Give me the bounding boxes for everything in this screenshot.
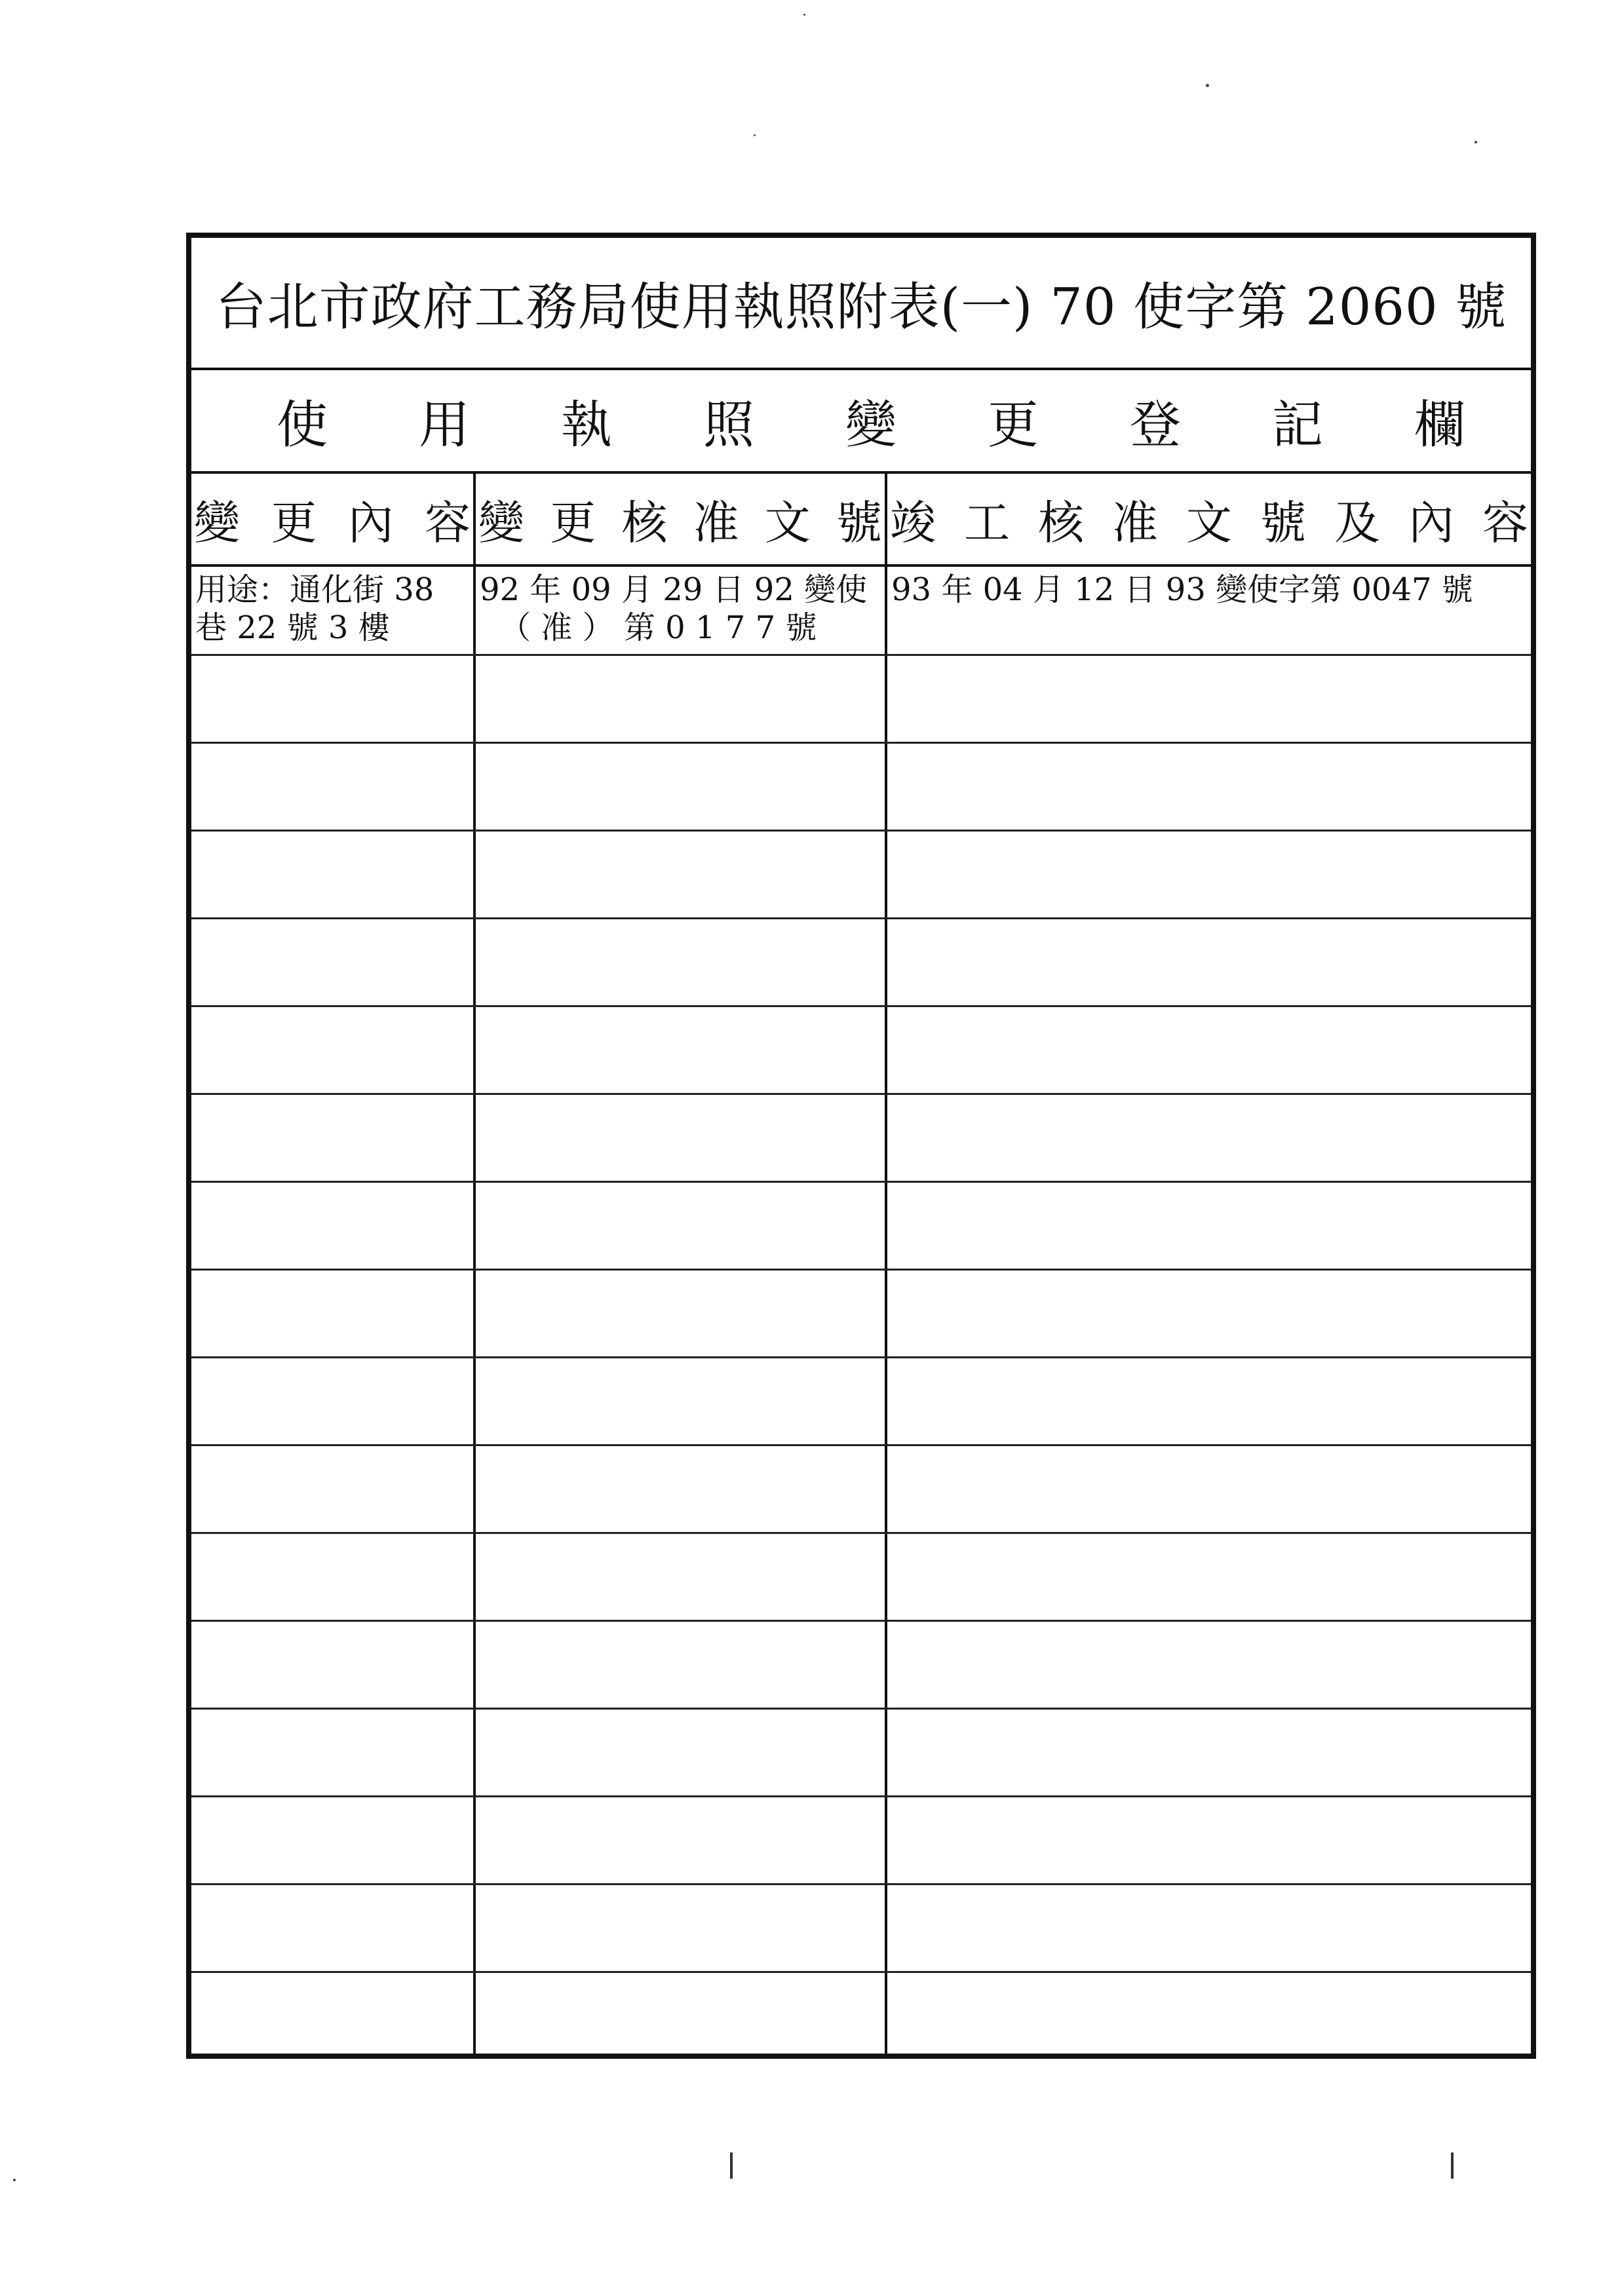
heading-char: 用 bbox=[418, 396, 470, 455]
scan-mark bbox=[1451, 2152, 1454, 2179]
cell-completion bbox=[887, 567, 1531, 613]
scan-speck bbox=[754, 134, 756, 136]
row-divider bbox=[191, 1620, 1531, 1622]
title-row bbox=[191, 238, 1531, 370]
heading-char: 登 bbox=[1129, 396, 1181, 455]
cell-char: 7 bbox=[755, 609, 776, 646]
heading-char: 執 bbox=[560, 396, 612, 455]
cell-text: 92 年 09 月 29 日 92 變使 bbox=[480, 571, 868, 608]
column-header-char: 工 bbox=[964, 495, 1010, 550]
column-header-char: 內 bbox=[347, 495, 394, 550]
row-divider bbox=[191, 654, 1531, 656]
cell-change-content bbox=[191, 567, 473, 651]
cell-text: 巷 22 號 3 樓 bbox=[195, 609, 390, 646]
column-header-char: 文 bbox=[1186, 495, 1232, 550]
column-header-char: 內 bbox=[1408, 495, 1454, 550]
row-divider bbox=[191, 1883, 1531, 1885]
column-divider bbox=[885, 474, 887, 2054]
cell-char: （ bbox=[499, 609, 531, 646]
heading-char: 變 bbox=[845, 396, 897, 455]
section-heading-row bbox=[191, 370, 1531, 474]
row-divider bbox=[191, 1971, 1531, 1973]
cell-char: 號 bbox=[785, 609, 817, 646]
row-divider bbox=[191, 1532, 1531, 1534]
cell-char: 准 bbox=[541, 609, 573, 646]
cell-text: 93 年 04 月 12 日 93 變使字第 0047 號 bbox=[891, 571, 1473, 608]
row-divider bbox=[191, 1444, 1531, 1446]
row-divider bbox=[191, 1269, 1531, 1271]
column-header-char: 文 bbox=[764, 495, 811, 550]
row-divider bbox=[191, 1093, 1531, 1095]
document-title: 台北市政府工務局使用執照附表(一) 70 使字第 2060 號 bbox=[215, 278, 1507, 337]
column-header-char: 變 bbox=[194, 495, 240, 550]
cell-char: 7 bbox=[725, 609, 746, 646]
column-header-char: 更 bbox=[550, 495, 596, 550]
row-divider bbox=[191, 742, 1531, 744]
heading-char: 照 bbox=[703, 396, 754, 455]
column-header-char: 准 bbox=[1112, 495, 1158, 550]
cell-char: 1 bbox=[695, 609, 716, 646]
column-header-char: 核 bbox=[1038, 495, 1084, 550]
cell-text-spread bbox=[480, 609, 881, 647]
scan-mark bbox=[730, 2152, 733, 2179]
column-header-char: 核 bbox=[621, 495, 668, 550]
column-header-char: 號 bbox=[1260, 495, 1306, 550]
column-header-char: 容 bbox=[424, 495, 471, 550]
heading-char: 記 bbox=[1271, 396, 1323, 455]
column-header-char: 及 bbox=[1334, 495, 1380, 550]
scan-speck bbox=[1475, 141, 1477, 144]
row-divider bbox=[191, 1795, 1531, 1797]
column-header-change-approval bbox=[476, 474, 885, 567]
cell-change-approval bbox=[476, 567, 885, 651]
scan-speck bbox=[13, 2179, 16, 2181]
heading-char: 使 bbox=[277, 396, 328, 455]
scan-speck bbox=[803, 14, 805, 16]
row-divider bbox=[191, 917, 1531, 919]
scan-speck bbox=[1206, 84, 1209, 87]
row-divider bbox=[191, 1005, 1531, 1007]
column-header-char: 號 bbox=[836, 495, 882, 550]
column-header-char: 竣 bbox=[890, 495, 936, 550]
cell-text: 用途：通化街 38 bbox=[195, 571, 434, 608]
column-header-change-content bbox=[191, 474, 473, 567]
column-header-char: 更 bbox=[271, 495, 317, 550]
cell-char: 第 bbox=[623, 609, 655, 646]
heading-char: 更 bbox=[987, 396, 1039, 455]
row-divider bbox=[191, 1708, 1531, 1710]
column-divider bbox=[473, 474, 476, 2054]
heading-char: 欄 bbox=[1414, 396, 1465, 455]
row-divider bbox=[191, 1181, 1531, 1183]
cell-char: ） bbox=[582, 609, 614, 646]
column-header-completion bbox=[887, 474, 1531, 567]
section-heading bbox=[277, 384, 1465, 457]
document-frame bbox=[186, 233, 1536, 2059]
row-divider bbox=[191, 1356, 1531, 1358]
column-header-char: 容 bbox=[1482, 495, 1528, 550]
cell-char: 0 bbox=[665, 609, 685, 646]
column-header-char: 准 bbox=[693, 495, 739, 550]
row-divider bbox=[191, 830, 1531, 832]
column-header-char: 變 bbox=[478, 495, 524, 550]
